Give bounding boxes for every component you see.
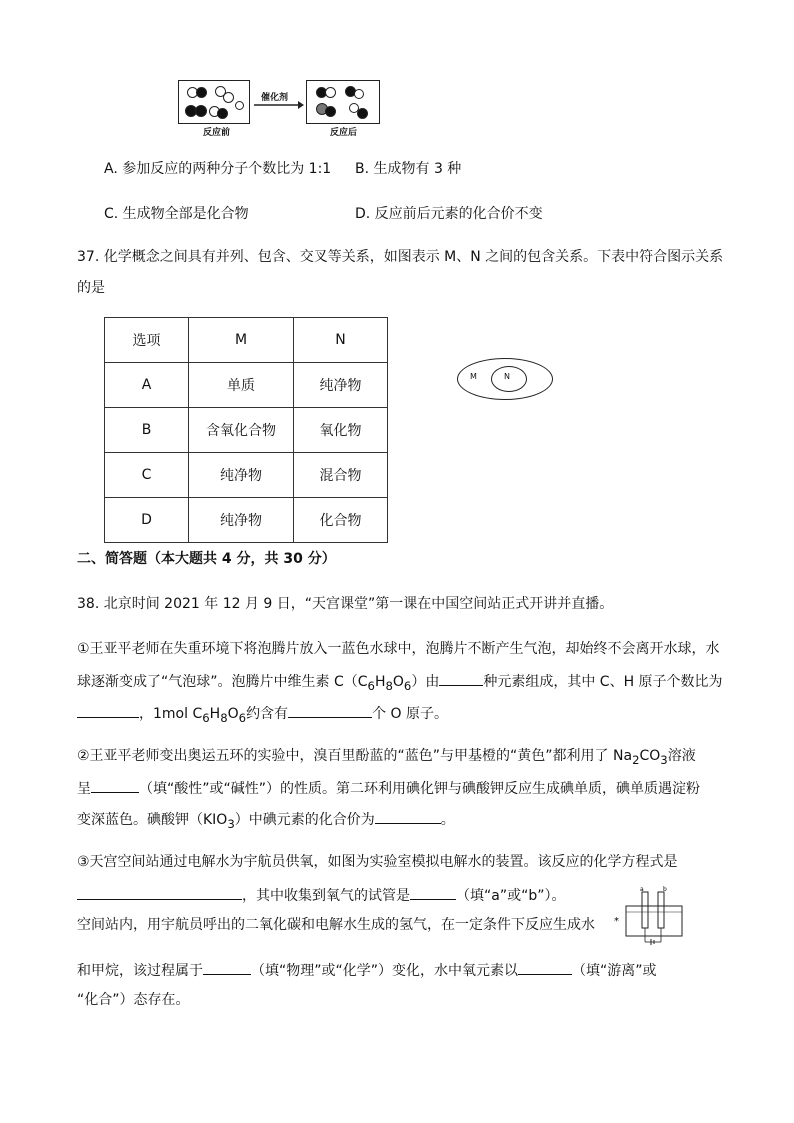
table-cell: 纯净物 — [189, 498, 294, 543]
answer-blank[interactable] — [288, 703, 372, 718]
reaction-arrow — [252, 100, 304, 110]
black-atom — [196, 87, 207, 98]
text-segment: （填“物理”或“化学”）变化，水中氧元素以 — [251, 963, 519, 979]
text-segment: ②王亚平老师变出奥运五环的实验中，溴百里酚蓝的“蓝色”与甲基橙的“黄色”都利用了 Na — [77, 748, 633, 764]
table-row — [105, 363, 388, 408]
text-segment: （填“酸性”或“碱性”）的性质。第二环利用碘化钾与碘酸钾反应生成碘单质，碘单质遇淀粉 — [139, 781, 701, 797]
equation-blank[interactable] — [77, 885, 242, 900]
subscript: 6 — [403, 678, 412, 693]
text-segment: （填“游离”或 — [572, 963, 657, 979]
q38-p3-line3: 空间站内，用宇航员呼出的二氧化碳和电解水生成的氢气，在一定条件下反应生成水 — [77, 917, 595, 933]
answer-blank[interactable] — [518, 960, 572, 975]
text-segment: 个 O 原子。 — [372, 706, 448, 722]
answer-blank[interactable] — [91, 778, 139, 793]
q38-intro: 38. 北京时间 2021 年 12 月 9 日，“天宫课堂”第一课在中国空间站正式开讲并直播。 — [77, 596, 614, 612]
q38-p1-line1: ①王亚平老师在失重环境下将泡腾片放入一蓝色水球中，泡腾片不断产生气泡，却始终不会离开水球，水 — [77, 641, 720, 657]
q38-p3-line2 — [77, 885, 565, 905]
text-segment: H — [209, 706, 221, 722]
table-cell: 混合物 — [294, 453, 388, 498]
electrolysis-apparatus — [608, 884, 690, 950]
q38-p1-line3 — [77, 703, 448, 727]
answer-blank[interactable] — [375, 809, 441, 824]
table-cell: 含氧化合物 — [189, 408, 294, 453]
option-c: C. 生成物全部是化合物 — [104, 206, 249, 222]
text-segment: ）中碘元素的化合价为 — [234, 812, 375, 828]
text-segment: 种元素组成，其中 C、H 原子个数比为 — [483, 674, 723, 690]
q38-p1-line2 — [77, 671, 723, 695]
tube-b-label: b — [663, 886, 667, 893]
subscript: 2 — [632, 752, 640, 767]
white-atom — [235, 101, 244, 110]
q38-p2-line3 — [77, 809, 455, 833]
q38-p2-line2 — [77, 778, 700, 798]
text-segment: 呈 — [77, 781, 91, 797]
text-segment: CO — [639, 748, 661, 764]
black-atom — [357, 108, 368, 119]
answer-blank[interactable] — [77, 703, 139, 718]
text-segment: 溶液 — [667, 748, 696, 764]
subscript: 6 — [202, 710, 210, 725]
table-row — [105, 408, 388, 453]
q37-stem-line2: 的是 — [77, 280, 105, 296]
text-segment: O — [227, 706, 239, 722]
table-cell: A — [105, 363, 189, 408]
white-atom — [354, 89, 364, 99]
text-segment: 约含有 — [246, 706, 289, 722]
text-segment: O — [392, 674, 404, 690]
catalyst-label: 催化剂 — [261, 93, 289, 103]
option-a: A. 参加反应的两种分子个数比为 1:1 — [104, 161, 332, 177]
table-header-cell: N — [294, 318, 388, 363]
subscript: 6 — [367, 678, 375, 693]
q37-stem-line1: 37. 化学概念之间具有并列、包含、交叉等关系，如图表示 M、N 之间的包含关系。下表中符合图示关系 — [77, 249, 724, 265]
text-segment: 和甲烷，该过程属于 — [77, 963, 203, 979]
m-label: M — [470, 372, 477, 381]
option-d: D. 反应前后元素的化合价不变 — [355, 206, 543, 222]
svg-text:*: * — [614, 916, 619, 927]
text-segment: H — [374, 674, 386, 690]
text-segment: 由 — [425, 674, 440, 690]
table-header-row — [105, 318, 388, 363]
answer-blank[interactable] — [203, 960, 251, 975]
q38-p3-line4 — [77, 960, 657, 980]
q38-p3-line1: ③天宫空间站通过电解水为宇航员供氧，如图为实验室模拟电解水的装置。该反应的化学方程式是 — [77, 854, 678, 870]
n-label: N — [504, 372, 510, 381]
table-cell: B — [105, 408, 189, 453]
table-cell: 纯净物 — [189, 453, 294, 498]
table-row — [105, 453, 388, 498]
text-segment: （填“a”或“b”）。 — [456, 888, 566, 904]
after-reaction-box — [306, 80, 380, 124]
q38-p3-line5: “化合”）态存在。 — [77, 992, 190, 1008]
q38-p2-line1 — [77, 747, 696, 769]
white-atom — [223, 92, 234, 103]
q37-options-table — [104, 317, 388, 543]
table-cell: 化合物 — [294, 498, 388, 543]
text-segment: 。 — [440, 812, 455, 828]
white-atom — [325, 87, 336, 98]
table-cell: D — [105, 498, 189, 543]
black-atom — [195, 105, 207, 117]
text-segment: ，1mol C — [139, 706, 203, 722]
before-reaction-box — [178, 80, 250, 124]
tube-a-label: a — [640, 886, 644, 893]
before-reaction-label: 反应前 — [203, 128, 231, 138]
table-cell: 氧化物 — [294, 408, 388, 453]
table-cell: C — [105, 453, 189, 498]
table-header-cell: M — [189, 318, 294, 363]
subscript: 3 — [660, 752, 668, 767]
table-row — [105, 498, 388, 543]
text-segment: ） — [411, 674, 426, 690]
subscript: 6 — [238, 710, 247, 725]
text-segment: 变深蓝色。碘酸钾（KIO — [77, 812, 228, 828]
table-header-cell: 选项 — [105, 318, 189, 363]
subscript: 8 — [220, 710, 228, 725]
text-segment: 球逐渐变成了“气泡球”。泡腾片中维生素 C（C — [77, 674, 368, 690]
answer-blank[interactable] — [410, 885, 456, 900]
text-segment: ，其中收集到氧气的试管是 — [242, 888, 410, 904]
section-2-title: 二、简答题（本大题共 4 分，共 30 分） — [77, 551, 336, 567]
option-b: B. 生成物有 3 种 — [355, 161, 462, 177]
subscript: 3 — [227, 816, 235, 831]
black-atom — [217, 108, 228, 119]
table-cell: 纯净物 — [294, 363, 388, 408]
answer-blank[interactable] — [439, 671, 483, 686]
table-cell: 单质 — [189, 363, 294, 408]
subscript: 8 — [385, 678, 393, 693]
after-reaction-label: 反应后 — [330, 128, 358, 138]
black-atom — [325, 106, 336, 117]
